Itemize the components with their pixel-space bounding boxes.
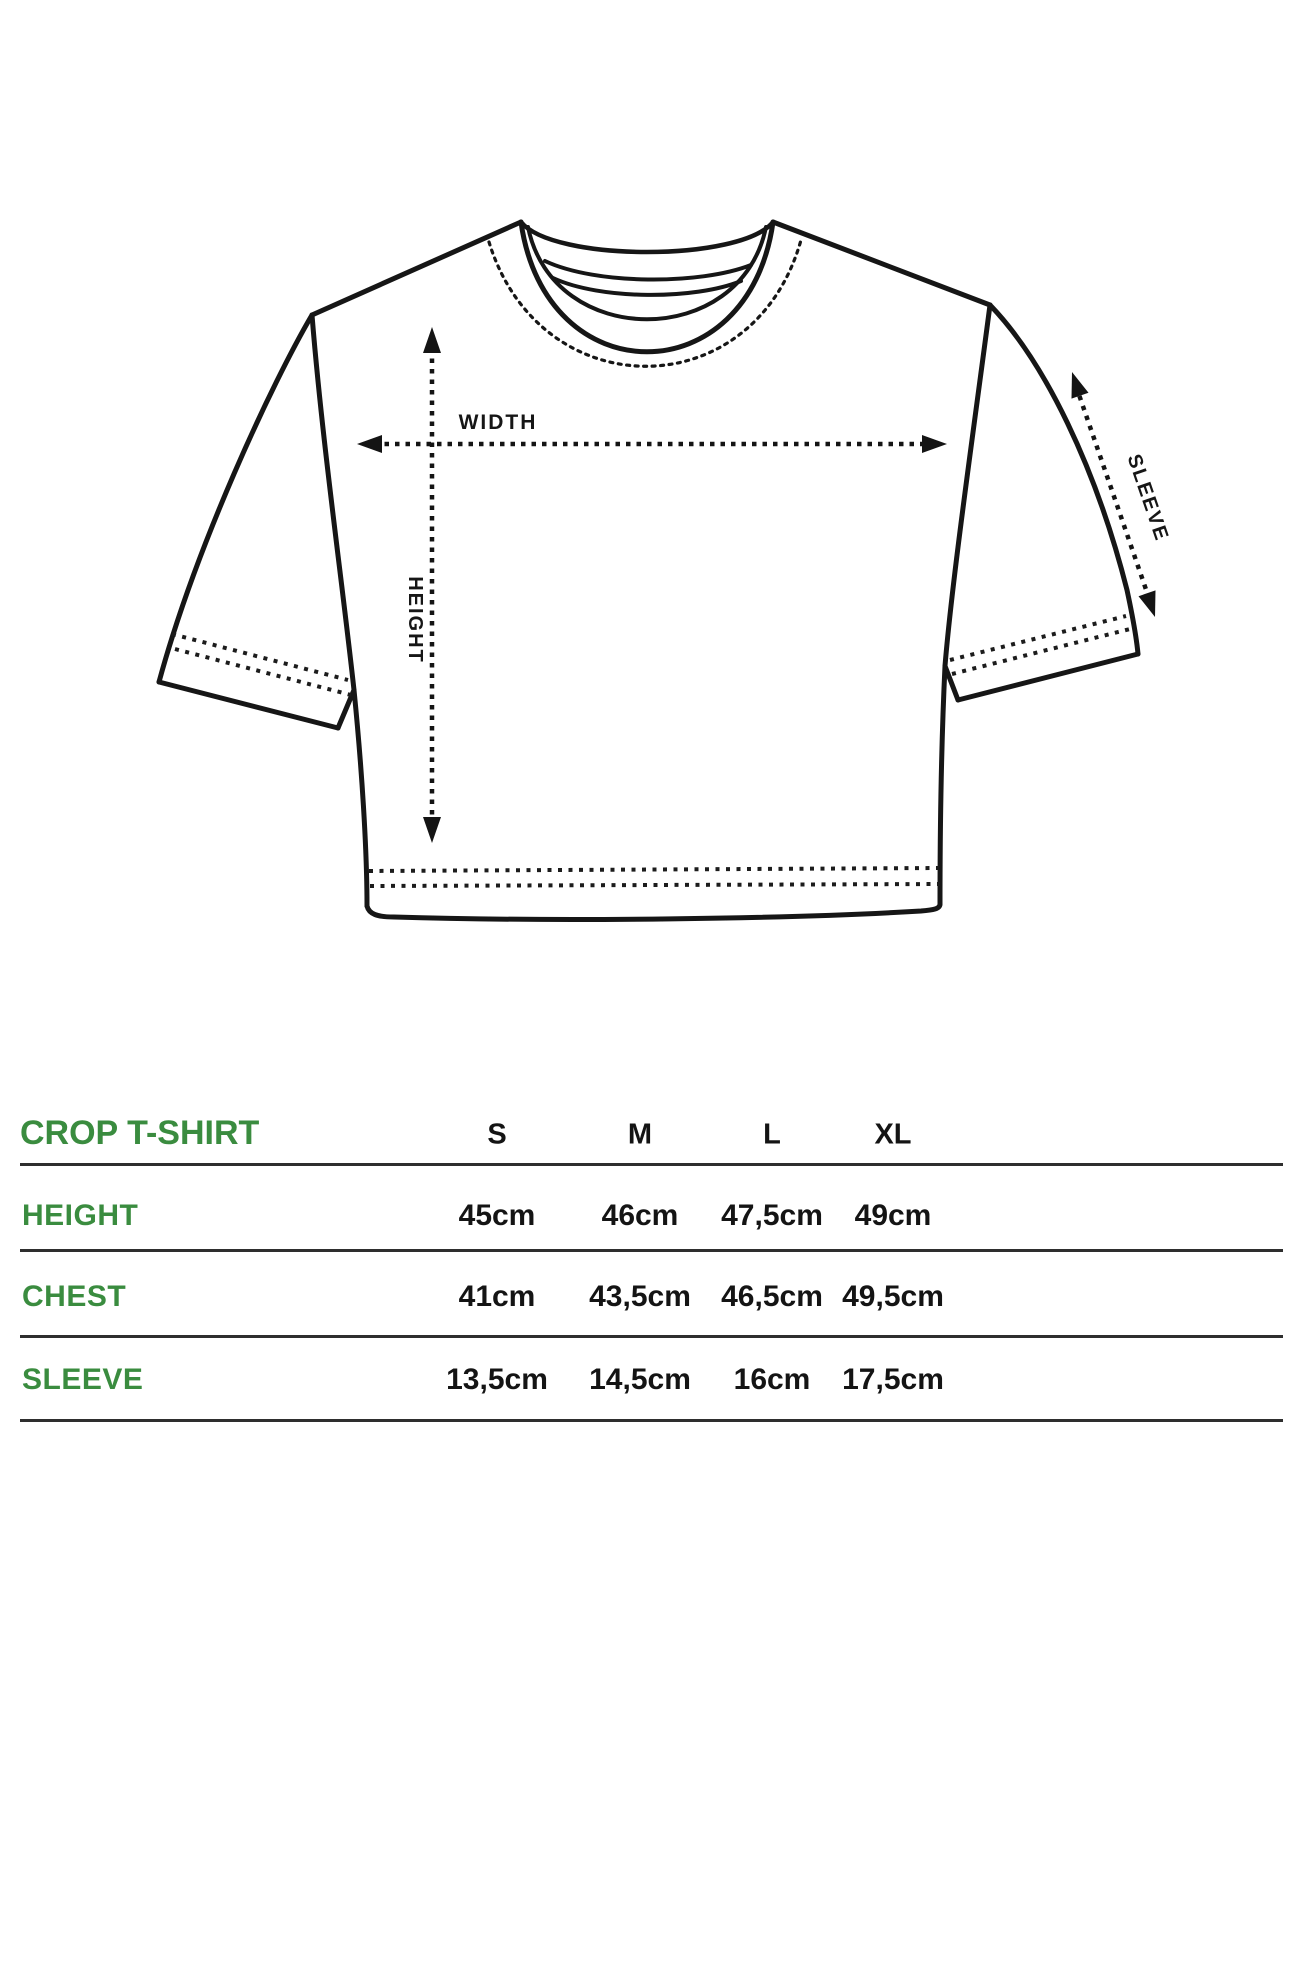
column-header-s: S [487, 1118, 507, 1151]
column-header-l: L [763, 1118, 781, 1151]
sleeve-value-s: 13,5cm [446, 1363, 548, 1396]
height-value-s: 45cm [458, 1199, 536, 1232]
table-divider-line [20, 1249, 1283, 1252]
column-header-xl: XL [874, 1118, 912, 1151]
sleeve-dimension-label: SLEEVE [1122, 451, 1173, 545]
table-divider-line [20, 1419, 1283, 1422]
width-dimension-label: WIDTH [458, 411, 538, 434]
row-label-height: HEIGHT [22, 1199, 139, 1232]
table-title: CROP T-SHIRT [20, 1113, 260, 1152]
row-label-chest: CHEST [22, 1280, 127, 1313]
chest-value-l: 46,5cm [721, 1280, 823, 1313]
height-dimension-label: HEIGHT [404, 576, 426, 664]
sleeve-value-m: 14,5cm [589, 1363, 691, 1396]
chest-value-xl: 49,5cm [842, 1280, 944, 1313]
row-label-sleeve: SLEEVE [22, 1363, 144, 1396]
height-value-l: 47,5cm [721, 1199, 823, 1232]
sleeve-value-xl: 17,5cm [842, 1363, 944, 1396]
chest-value-m: 43,5cm [589, 1280, 691, 1313]
height-value-m: 46cm [601, 1199, 679, 1232]
column-header-m: M [627, 1118, 653, 1151]
table-divider-line [20, 1163, 1283, 1166]
table-divider-line [20, 1335, 1283, 1338]
chest-value-s: 41cm [458, 1280, 536, 1313]
sleeve-value-l: 16cm [733, 1363, 811, 1396]
height-value-xl: 49cm [854, 1199, 932, 1232]
